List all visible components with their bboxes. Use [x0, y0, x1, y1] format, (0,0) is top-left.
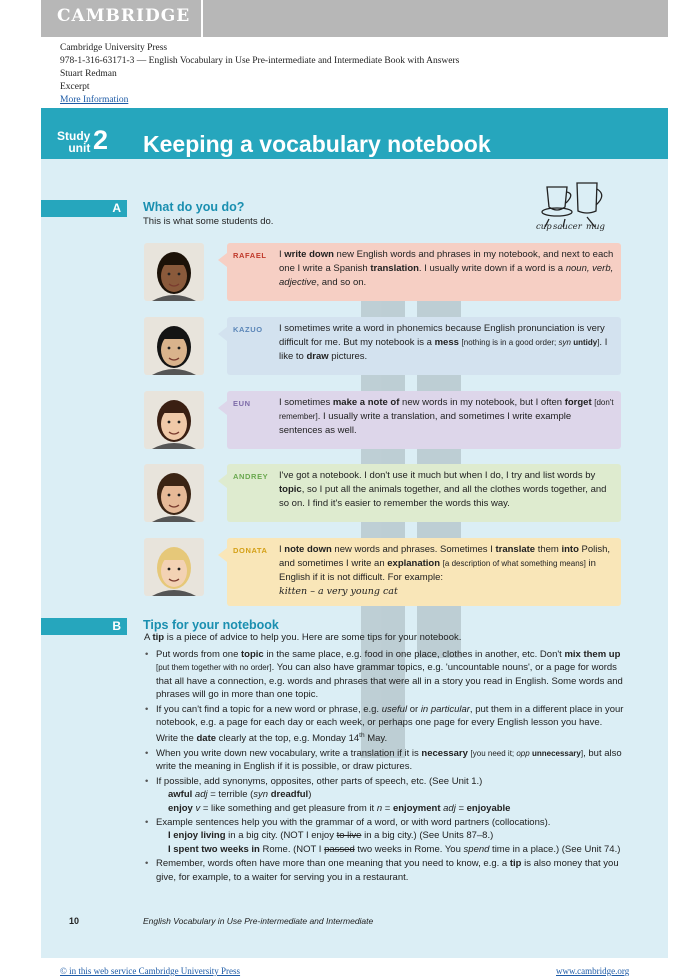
text-run: make a note of: [332, 397, 400, 408]
text-run: ]: [597, 338, 600, 347]
tip-example-line: [156, 802, 624, 815]
student-quote: [279, 396, 615, 438]
isbn-title: 978-1-316-63171-3 — English Vocabulary in Use Pre-intermediate and Intermediate Book with Answers: [60, 56, 460, 66]
text-run: awful: [168, 789, 193, 801]
bullet-icon: •: [145, 817, 149, 829]
text-run: to live: [336, 830, 362, 842]
text-run: [nothing is in a good order;: [461, 338, 559, 347]
text-run: note down: [284, 544, 332, 555]
student-photo-donata: [144, 538, 204, 596]
text-run: enjoyable: [466, 802, 511, 814]
text-run: tip: [509, 858, 522, 870]
text-run: dreadful: [270, 789, 309, 801]
tips-list: [144, 648, 624, 885]
text-run: explanation: [387, 558, 441, 569]
student-name: DONATA: [233, 546, 268, 555]
text-run: ]: [580, 749, 584, 758]
text-run: , so I put all the animals together, and all the clothes words together, and so on. I find it's easier to remember the words this way.: [279, 484, 607, 509]
cambridge-banner: [41, 0, 668, 37]
study-unit-label: [57, 130, 90, 154]
text-run: =: [382, 802, 393, 814]
text-run: in the same place, e.g. food in one place, clothes in another, etc. Don't: [263, 649, 565, 660]
student-name: ANDREY: [233, 472, 269, 481]
text-run: I: [279, 249, 285, 260]
text-run: is a piece of advice to help you. Here are some tips for your notebook.: [164, 632, 462, 643]
text-run: draw: [306, 351, 329, 362]
tip-example-line: [156, 829, 624, 842]
text-run: . I usually write a translation, and sometimes I write example sentences as well.: [279, 411, 572, 436]
text-run: syn: [253, 789, 269, 801]
text-run: is also money that you give, for example, to a waiter for serving you in a restaurant.: [156, 858, 619, 883]
bubble-pointer: [218, 253, 227, 267]
unit-title: Keeping a vocabulary notebook: [143, 131, 491, 157]
text-run: A: [144, 632, 153, 643]
text-run: [a description of what something means]: [442, 559, 586, 568]
tip-item: [144, 775, 624, 815]
text-run: tip: [152, 632, 165, 643]
banner-divider: [201, 0, 203, 37]
text-run: unnecessary: [531, 749, 581, 758]
text-run: , but also write the meaning in English if it is possible, or draw pictures.: [156, 748, 622, 773]
text-run: forget: [564, 397, 592, 408]
text-run: noun, verb, adjective: [279, 263, 614, 288]
book-title-footer: English Vocabulary in Use Pre-intermediate and Intermediate: [143, 916, 374, 926]
copyright-link[interactable]: © in this web service Cambridge University Press: [60, 966, 241, 976]
unit-header: [41, 108, 668, 159]
text-run: I enjoy living: [168, 830, 226, 842]
text-run: in particular: [420, 703, 470, 715]
text-run: into: [561, 544, 579, 555]
text-run: clearly at the top, e.g. Monday 14: [216, 733, 360, 745]
section-b-title: Tips for your notebook: [143, 618, 279, 632]
text-run: I sometimes: [279, 397, 333, 408]
text-run: = like something and get pleasure from it: [200, 802, 377, 814]
saucer-caption: saucer: [553, 222, 582, 232]
text-run: I've got a notebook. I don't use it much but when I do, I try and list words by: [279, 470, 596, 481]
cup-caption: cup: [536, 222, 552, 232]
student-quote: [279, 322, 615, 364]
text-run: in a big city. (NOT I enjoy: [225, 830, 337, 842]
tip-item: [144, 703, 624, 746]
section-a-letter: A: [112, 201, 121, 215]
speech-bubble-rafael: [227, 243, 621, 301]
unit-word: unit: [68, 141, 91, 155]
student-photo-andrey: [144, 464, 204, 522]
text-run: topic: [279, 484, 302, 495]
student-name: KAZUO: [233, 325, 263, 334]
text-run: in a big city.) (See Units 87–8.): [361, 830, 494, 842]
student-photo-eun: [144, 391, 204, 449]
text-run: date: [196, 733, 217, 745]
text-run: mess: [434, 337, 459, 348]
text-run: v: [195, 802, 201, 814]
more-information-link[interactable]: More Information: [60, 95, 129, 105]
text-run: [put them together with no order]: [156, 663, 272, 673]
text-run: opp: [516, 749, 530, 758]
excerpt-label: Excerpt: [60, 82, 90, 92]
section-b-intro: [144, 632, 461, 643]
text-run: enjoyment: [392, 802, 441, 814]
speech-bubble-andrey: [227, 464, 621, 522]
author: Stuart Redman: [60, 69, 117, 79]
tip-example-line: [156, 788, 624, 801]
speech-bubble-kazuo: [227, 317, 621, 375]
textbook-page: [41, 108, 668, 958]
bullet-icon: •: [145, 775, 149, 787]
bullet-icon: •: [145, 703, 149, 715]
text-run: in English if it is not difficult. For example:: [279, 558, 596, 583]
text-run: [you need it;: [470, 749, 517, 758]
cambridge-logo: CAMBRIDGE: [57, 6, 191, 26]
text-run: [don't remember]: [279, 398, 614, 421]
text-run: translation: [370, 263, 419, 274]
text-run: Rome. (NOT I: [259, 843, 325, 855]
speech-bubble-donata: [227, 538, 621, 606]
text-run: May.: [364, 733, 388, 745]
text-run: =: [455, 802, 467, 814]
text-run: kitten – a very young cat: [279, 586, 398, 597]
section-a-title: What do you do?: [143, 200, 245, 214]
bullet-icon: •: [145, 649, 149, 660]
text-run: n: [376, 802, 383, 814]
text-run: I: [279, 544, 285, 555]
website-link[interactable]: www.cambridge.org: [556, 966, 630, 976]
student-quote: [279, 543, 615, 599]
text-run: When you write down new vocabulary, write a translation if it is: [156, 748, 422, 759]
section-a-intro: This is what some students do.: [143, 216, 274, 227]
text-run: I sometimes write a word in phonemics because English pronunciation is very difficult for me. But my notebook is a: [279, 323, 605, 348]
section-b-letter: B: [112, 619, 121, 633]
tip-item: [144, 747, 624, 774]
text-run: translate: [495, 544, 536, 555]
text-run: new words in my notebook, but I often: [399, 397, 565, 408]
text-run: topic: [241, 649, 264, 660]
student-quote: [279, 248, 615, 290]
text-run: If you can't find a topic for a new word or phrase, e.g.: [156, 703, 382, 715]
text-run: th: [359, 732, 365, 740]
text-run: , put them in a different place in your notebook, e.g. a page for each day or each week, or perhaps one page for every English lesson you have. Write the: [156, 703, 624, 745]
text-run: passed: [324, 843, 355, 855]
tip-item: [144, 857, 624, 884]
text-run: two weeks in Rome. You: [354, 843, 464, 855]
bullet-icon: •: [145, 748, 149, 759]
text-run: enjoy: [168, 802, 193, 814]
text-run: pictures.: [328, 351, 368, 362]
text-run: necessary: [421, 748, 468, 759]
tip-example-line: [156, 843, 624, 856]
student-quote: [279, 469, 615, 511]
text-run: untidy: [573, 338, 598, 347]
text-run: new English words and phrases in my notebook, and next to each one I write a Spanish: [279, 249, 614, 274]
text-run: syn: [558, 338, 571, 347]
text-run: Remember, words often have more than one meaning that you need to know, e.g. a: [156, 858, 510, 870]
text-run: Polish, and sometimes I write an: [279, 544, 611, 569]
bullet-icon: •: [145, 858, 149, 870]
section-b-tab: [41, 618, 127, 635]
speech-bubble-eun: [227, 391, 621, 449]
text-run: adj: [443, 802, 456, 814]
publication-info: [60, 42, 459, 107]
bubble-pointer: [218, 474, 227, 488]
tip-item: [144, 816, 624, 856]
page-number: 10: [69, 916, 80, 926]
student-name: RAFAEL: [233, 251, 267, 260]
text-run: ): [308, 789, 312, 801]
text-run: . I usually write down if a word is a: [418, 263, 566, 274]
text-run: new words and phrases. Sometimes I: [331, 544, 496, 555]
text-run: write down: [284, 249, 334, 260]
unit-number: 2: [93, 125, 109, 155]
text-run: adj: [194, 789, 208, 801]
text-run: = terrible (: [207, 789, 254, 801]
tip-item: [144, 648, 624, 702]
text-run: useful: [381, 703, 408, 715]
text-run: . I like to: [279, 337, 608, 362]
bubble-pointer: [218, 401, 227, 415]
mug-caption: mug: [586, 222, 605, 232]
text-run: or: [407, 703, 421, 715]
text-run: time in a place.) (See Unit 74.): [489, 843, 621, 855]
student-photo-kazuo: [144, 317, 204, 375]
section-a-tab: [41, 200, 127, 217]
student-photo-rafael: [144, 243, 204, 301]
student-name: EUN: [233, 399, 251, 408]
study-word: Study: [57, 129, 91, 143]
bubble-pointer: [218, 327, 227, 341]
publisher: Cambridge University Press: [60, 43, 168, 53]
text-run: them: [535, 544, 562, 555]
bubble-pointer: [218, 548, 227, 562]
text-run: . You can also have grammar topics, e.g. 'uncountable nouns', or a page for words that all have a connection, e.g. words and phrases that were all in a story you read in English. Some words and phrases will go in more than one topic.: [156, 662, 623, 701]
text-run: spend: [463, 843, 490, 855]
text-run: , and so on.: [316, 277, 367, 288]
text-run: Put words from one: [156, 649, 242, 660]
text-run: mix them up: [564, 649, 621, 660]
text-run: If possible, add synonyms, opposites, other parts of speech, etc. (See Unit 1.): [156, 775, 483, 787]
text-run: I spent two weeks in: [168, 843, 260, 855]
text-run: Example sentences help you with the grammar of a word, or with word partners (collocations).: [156, 817, 551, 829]
